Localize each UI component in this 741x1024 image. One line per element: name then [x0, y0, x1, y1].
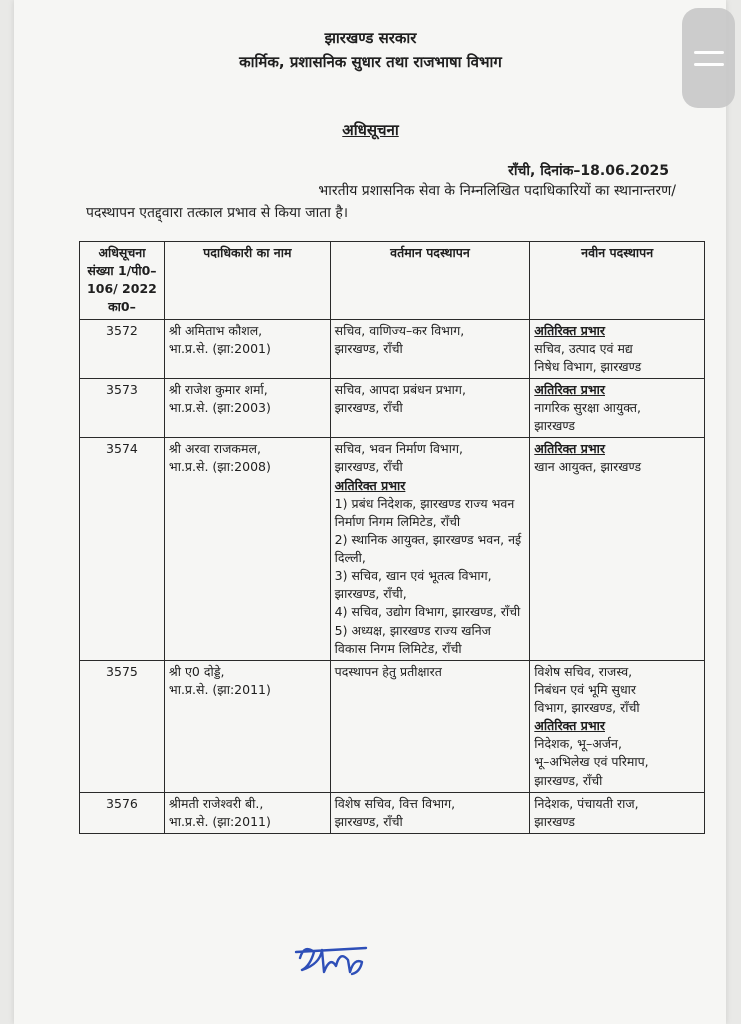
current-posting-line: सचिव, भवन निर्माण विभाग,	[334, 441, 463, 457]
transfer-table	[79, 241, 705, 834]
additional-charge-label: अतिरिक्त प्रभार	[534, 322, 605, 338]
officer-name-line: भा.प्र.से. (झा:2011)	[168, 813, 271, 829]
new-posting-cell	[530, 319, 705, 378]
notification-number-cell: 3576	[80, 792, 165, 833]
place-date: राँची, दिनांक–18.06.2025	[508, 163, 669, 179]
intro-line-2: पदस्थापन एतद्द्वारा तत्काल प्रभाव से किया जाता है।	[86, 205, 349, 221]
new-posting-cell	[530, 792, 705, 833]
current-posting-cell	[330, 660, 530, 792]
new-posting-line: निदेशक, पंचायती राज,	[534, 795, 639, 811]
officer-name-cell	[164, 438, 330, 661]
header-current-posting: वर्तमान पदस्थापन	[330, 242, 530, 320]
current-posting-line: पदस्थापन हेतु प्रतीक्षारत	[334, 663, 442, 679]
new-posting-line: विशेष सचिव, राजस्व,	[534, 663, 633, 679]
current-posting-line: विशेष सचिव, वित्त विभाग,	[334, 795, 456, 811]
new-posting-cell	[530, 378, 705, 437]
document-type-heading: अधिसूचना	[342, 121, 399, 139]
intro-line-1: भारतीय प्रशासनिक सेवा के निम्नलिखित पदाधिकारियों का स्थानान्तरण/	[318, 183, 676, 199]
additional-charge-label: अतिरिक्त प्रभार	[334, 477, 406, 493]
current-posting-cell	[330, 319, 530, 378]
government-heading: झारखण्ड सरकार	[324, 29, 417, 47]
current-posting-line: झारखण्ड, राँची	[334, 400, 403, 415]
officer-name-cell	[164, 378, 330, 437]
officer-name-line: श्री ए0 दोड्डे,	[168, 663, 225, 679]
current-posting-line: झारखण्ड, राँची	[334, 813, 403, 829]
table-row	[80, 660, 705, 792]
officer-name-line: श्रीमती राजेश्वरी बी.,	[168, 795, 264, 811]
notification-number-cell: 3574	[80, 438, 165, 661]
new-additional-line: नागरिक सुरक्षा आयुक्त,	[534, 400, 641, 415]
current-posting-cell	[330, 378, 530, 437]
new-additional-line: खान आयुक्त, झारखण्ड	[534, 459, 642, 475]
new-additional-line: झारखण्ड, राँची	[534, 772, 603, 788]
department-heading: कार्मिक, प्रशासनिक सुधार तथा राजभाषा विभाग	[239, 53, 502, 71]
additional-charge-label: अतिरिक्त प्रभार	[534, 718, 605, 734]
current-posting-cell	[330, 792, 530, 833]
table-row	[80, 378, 705, 437]
current-posting-line: झारखण्ड, राँची	[334, 459, 403, 475]
new-additional-line: सचिव, उत्पाद एवं मद्य	[534, 340, 633, 356]
table-header-row	[80, 242, 705, 320]
table-row	[80, 319, 705, 378]
officer-name-line: भा.प्र.से. (झा:2003)	[168, 400, 271, 415]
officer-name-cell	[164, 660, 330, 792]
officer-name-line: भा.प्र.से. (झा:2011)	[168, 681, 271, 697]
current-posting-line: सचिव, आपदा प्रबंधन प्रभाग,	[334, 381, 466, 397]
notification-number-cell: 3573	[80, 378, 165, 437]
notification-number-cell: 3575	[80, 660, 165, 792]
new-posting-cell	[530, 438, 705, 661]
current-additional-line: 5) अध्यक्ष, झारखण्ड राज्य खनिज विकास निगम लिमिटेड, राँची	[334, 622, 491, 656]
new-additional-line: निदेशक, भू–अर्जन,	[534, 736, 622, 752]
header-new-posting: नवीन पदस्थापन	[530, 242, 705, 320]
officer-name-cell	[164, 792, 330, 833]
new-additional-line: निषेध विभाग, झारखण्ड	[534, 358, 642, 374]
new-posting-line: झारखण्ड	[534, 813, 575, 829]
current-additional-line: 3) सचिव, खान एवं भूतत्व विभाग, झारखण्ड, राँची,	[334, 568, 492, 602]
new-additional-line: झारखण्ड	[534, 418, 575, 434]
signature	[290, 936, 380, 986]
officer-name-cell	[164, 319, 330, 378]
current-posting-line: झारखण्ड, राँची	[334, 340, 403, 356]
additional-charge-label: अतिरिक्त प्रभार	[534, 441, 605, 457]
table-row	[80, 438, 705, 661]
new-posting-line: विभाग, झारखण्ड, राँची	[534, 700, 640, 715]
officer-name-line: भा.प्र.से. (झा:2008)	[168, 459, 271, 475]
new-posting-line: निबंधन एवं भूमि सुधार	[534, 681, 637, 697]
current-additional-line: 1) प्रबंध निदेशक, झारखण्ड राज्य भवन निर्माण निगम लिमिटेड, राँची	[334, 495, 515, 529]
additional-charge-label: अतिरिक्त प्रभार	[534, 381, 605, 397]
officer-name-line: श्री अमिताभ कौशल,	[168, 322, 263, 338]
table-row	[80, 792, 705, 833]
current-posting-cell	[330, 438, 530, 661]
officer-name-line: भा.प्र.से. (झा:2001)	[168, 340, 271, 356]
officer-name-line: श्री राजेश कुमार शर्मा,	[168, 381, 268, 397]
header-officer-name: पदाधिकारी का नाम	[164, 242, 330, 320]
header-notification-number: अधिसूचना संख्या 1/पी0–106/ 2022 का0–	[80, 242, 165, 320]
officer-name-line: श्री अरवा राजकमल,	[168, 441, 261, 457]
new-additional-line: भू–अभिलेख एवं परिमाप,	[534, 754, 649, 770]
current-posting-line: सचिव, वाणिज्य–कर विभाग,	[334, 322, 465, 338]
current-additional-line: 4) सचिव, उद्योग विभाग, झारखण्ड, राँची	[334, 604, 521, 620]
current-additional-line: 2) स्थानिक आयुक्त, झारखण्ड भवन, नई दिल्ली,	[334, 531, 522, 565]
notification-number-cell: 3572	[80, 319, 165, 378]
new-posting-cell	[530, 660, 705, 792]
